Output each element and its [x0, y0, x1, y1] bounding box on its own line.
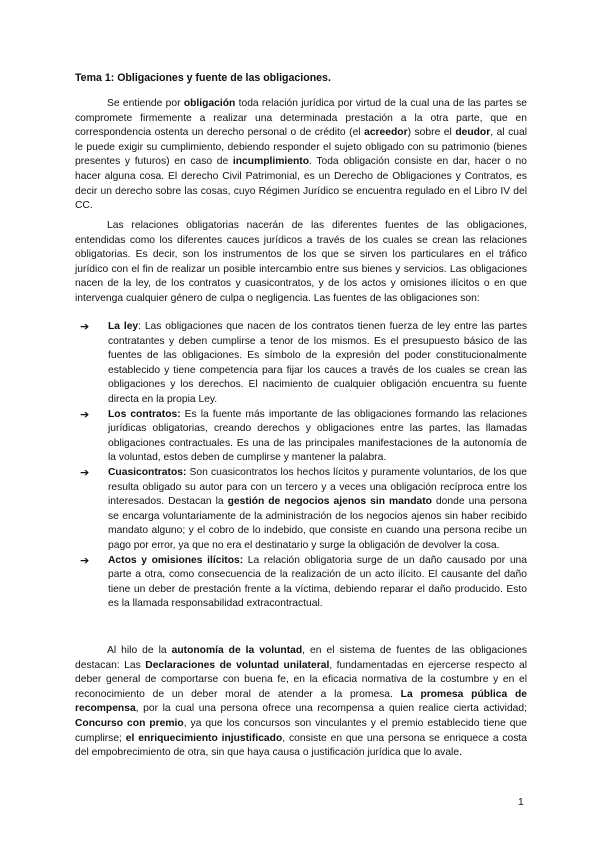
sources-list [80, 320, 527, 612]
bold-term: autonomía de la voluntad [171, 645, 303, 656]
bold-term: obligación [183, 98, 236, 109]
arrow-icon: ➔ [80, 320, 90, 333]
arrow-icon: ➔ [80, 465, 90, 479]
bold-term: acreedor [364, 127, 408, 139]
item-text: donde una persona se encarga voluntariamente de la administración de los negocios ajenos sin haber recibido mandato alguno; y el cobro de lo indebido, que consiste en cuando una persona recibe un pago por error, ya que no era el destinatario y surge la obligación de devolver la cosa. [108, 496, 527, 551]
text: ) sobre el [407, 127, 456, 139]
bold-term: deudor [455, 127, 491, 139]
page-number: 1 [518, 797, 524, 808]
list-item [80, 466, 527, 554]
arrow-icon: ➔ [80, 553, 90, 567]
item-label: Los contratos: [108, 408, 181, 420]
bold-term: La promesa pública de recompensa [75, 688, 527, 715]
item-text: La relación obligatoria surge de un daño causado por una parte a otra, como consecuencia de la realización de un acto ilícito. El causante del daño tiene un deber de prestación frente a la víctima, debiendo reparar el daño producido. Esto es la llamada responsabilidad extracontractual. [108, 554, 528, 610]
paragraph-autonomy [75, 644, 527, 761]
item-label: La ley [108, 321, 139, 332]
text: Se entiende por [107, 98, 184, 109]
list-item [80, 554, 527, 612]
paragraph-sources: Las relaciones obligatorias nacerán de las diferentes fuentes de las obligaciones, entendidas como los diferentes cauces jurídicos a través de los cuales se crean las relaciones obligatorias. Es decir, son los instrumentos de los que se sirven los particulares en el tráfico jurídico con el fin de realizar un posible intercambio entre sus bienes y servicios. Las obligaciones nacen de la ley, de los contratos y cuasicontratos, y de los actos y omisiones ilícitos o en que intervenga cualquier género de culpa o negligencia. Las fuentes de las obligaciones son: [75, 220, 527, 304]
bold-term: Concurso con premio [75, 717, 184, 729]
bold-term: incumplimiento [232, 156, 309, 168]
text: . Toda obligación consiste en dar, hacer o no hacer alguna cosa. El derecho Civil Patrimonial, es un Derecho de Obligaciones y Contratos, es decir un derecho sobre las cosas, cuyo Régimen Jurídico se encuentra regulado en el Libro IV del CC. [75, 156, 527, 212]
text: , consiste en que una persona se enriquece a costa del empobrecimiento de otra, sin que haya causa o justificación jurídica que lo avale. [75, 732, 528, 759]
bold-term: el enriquecimiento injustificado [125, 732, 283, 744]
arrow-icon: ➔ [80, 407, 90, 421]
text: , al cual le puede exigir su cumplimiento, debiendo responder el sujeto obligado con su patrimonio (bienes presentes y futuros) en caso de [75, 127, 527, 168]
text: toda relación jurídica por virtud de la cual una de las partes se compromete firmemente a realizar una determinada prestación a la otra parte, que en correspondencia ostenta un derecho personal o de crédito (el [75, 98, 527, 139]
bold-term: Declaraciones de voluntad unilateral [145, 659, 330, 671]
text: , en el sistema de fuentes de las obligaciones destacan: Las [75, 645, 527, 671]
item-text: Es la fuente más importante de las obligaciones formando las relaciones jurídicas obligatorias, creando derechos y obligaciones entre las partes, las llamadas obligaciones contractuales. Es una de las principales manifestaciones de la autonomía de la voluntad, estos deben de cumplirse y mantener la palabra. [108, 408, 527, 464]
page-title: Tema 1: Obligaciones y fuente de las obligaciones. [75, 72, 331, 84]
item-label: Cuasicontratos: [108, 466, 187, 478]
text: , ya que los concursos son vinculantes y el premio establecido tiene que cumplirse; [75, 717, 527, 744]
text: , por la cual una persona ofrece una recompensa a quien realice cierta actividad; [135, 703, 527, 715]
text: , fundamentadas en ejercerse respecto al deber general de comportarse con buena fe, en la eficacia normativa de la costumbre y en el reconocimiento de un deber moral de atender a la promesa. [75, 659, 527, 700]
list-item [80, 408, 527, 466]
text: Al hilo de la [107, 645, 172, 656]
item-text: : Las obligaciones que nacen de los contratos tienen fuerza de ley entre las partes contratantes y deben cumplirse a tenor de los mismos. Es el presupuesto básico de las fuentes de las obligaciones. Es símbolo de la expresión del poder constitucionalmente establecido y tiene competencia para fijar los cauces a través de los cuales se crean las obligaciones y los derechos. El nacimiento de cualquier obligación encuentra su fuente directa en la propia Ley. [108, 321, 527, 405]
item-text: Son cuasicontratos los hechos lícitos y puramente voluntarios, de los que resulta obligado su autor para con un tercero y a veces una obligación recíproca entre los interesados. Destacan la [108, 466, 527, 508]
list-item [80, 320, 527, 408]
paragraph-definition [75, 97, 527, 214]
bold-term: gestión de negocios ajenos sin mandato [227, 496, 432, 508]
item-label: Actos y omisiones ilícitos: [108, 554, 244, 566]
